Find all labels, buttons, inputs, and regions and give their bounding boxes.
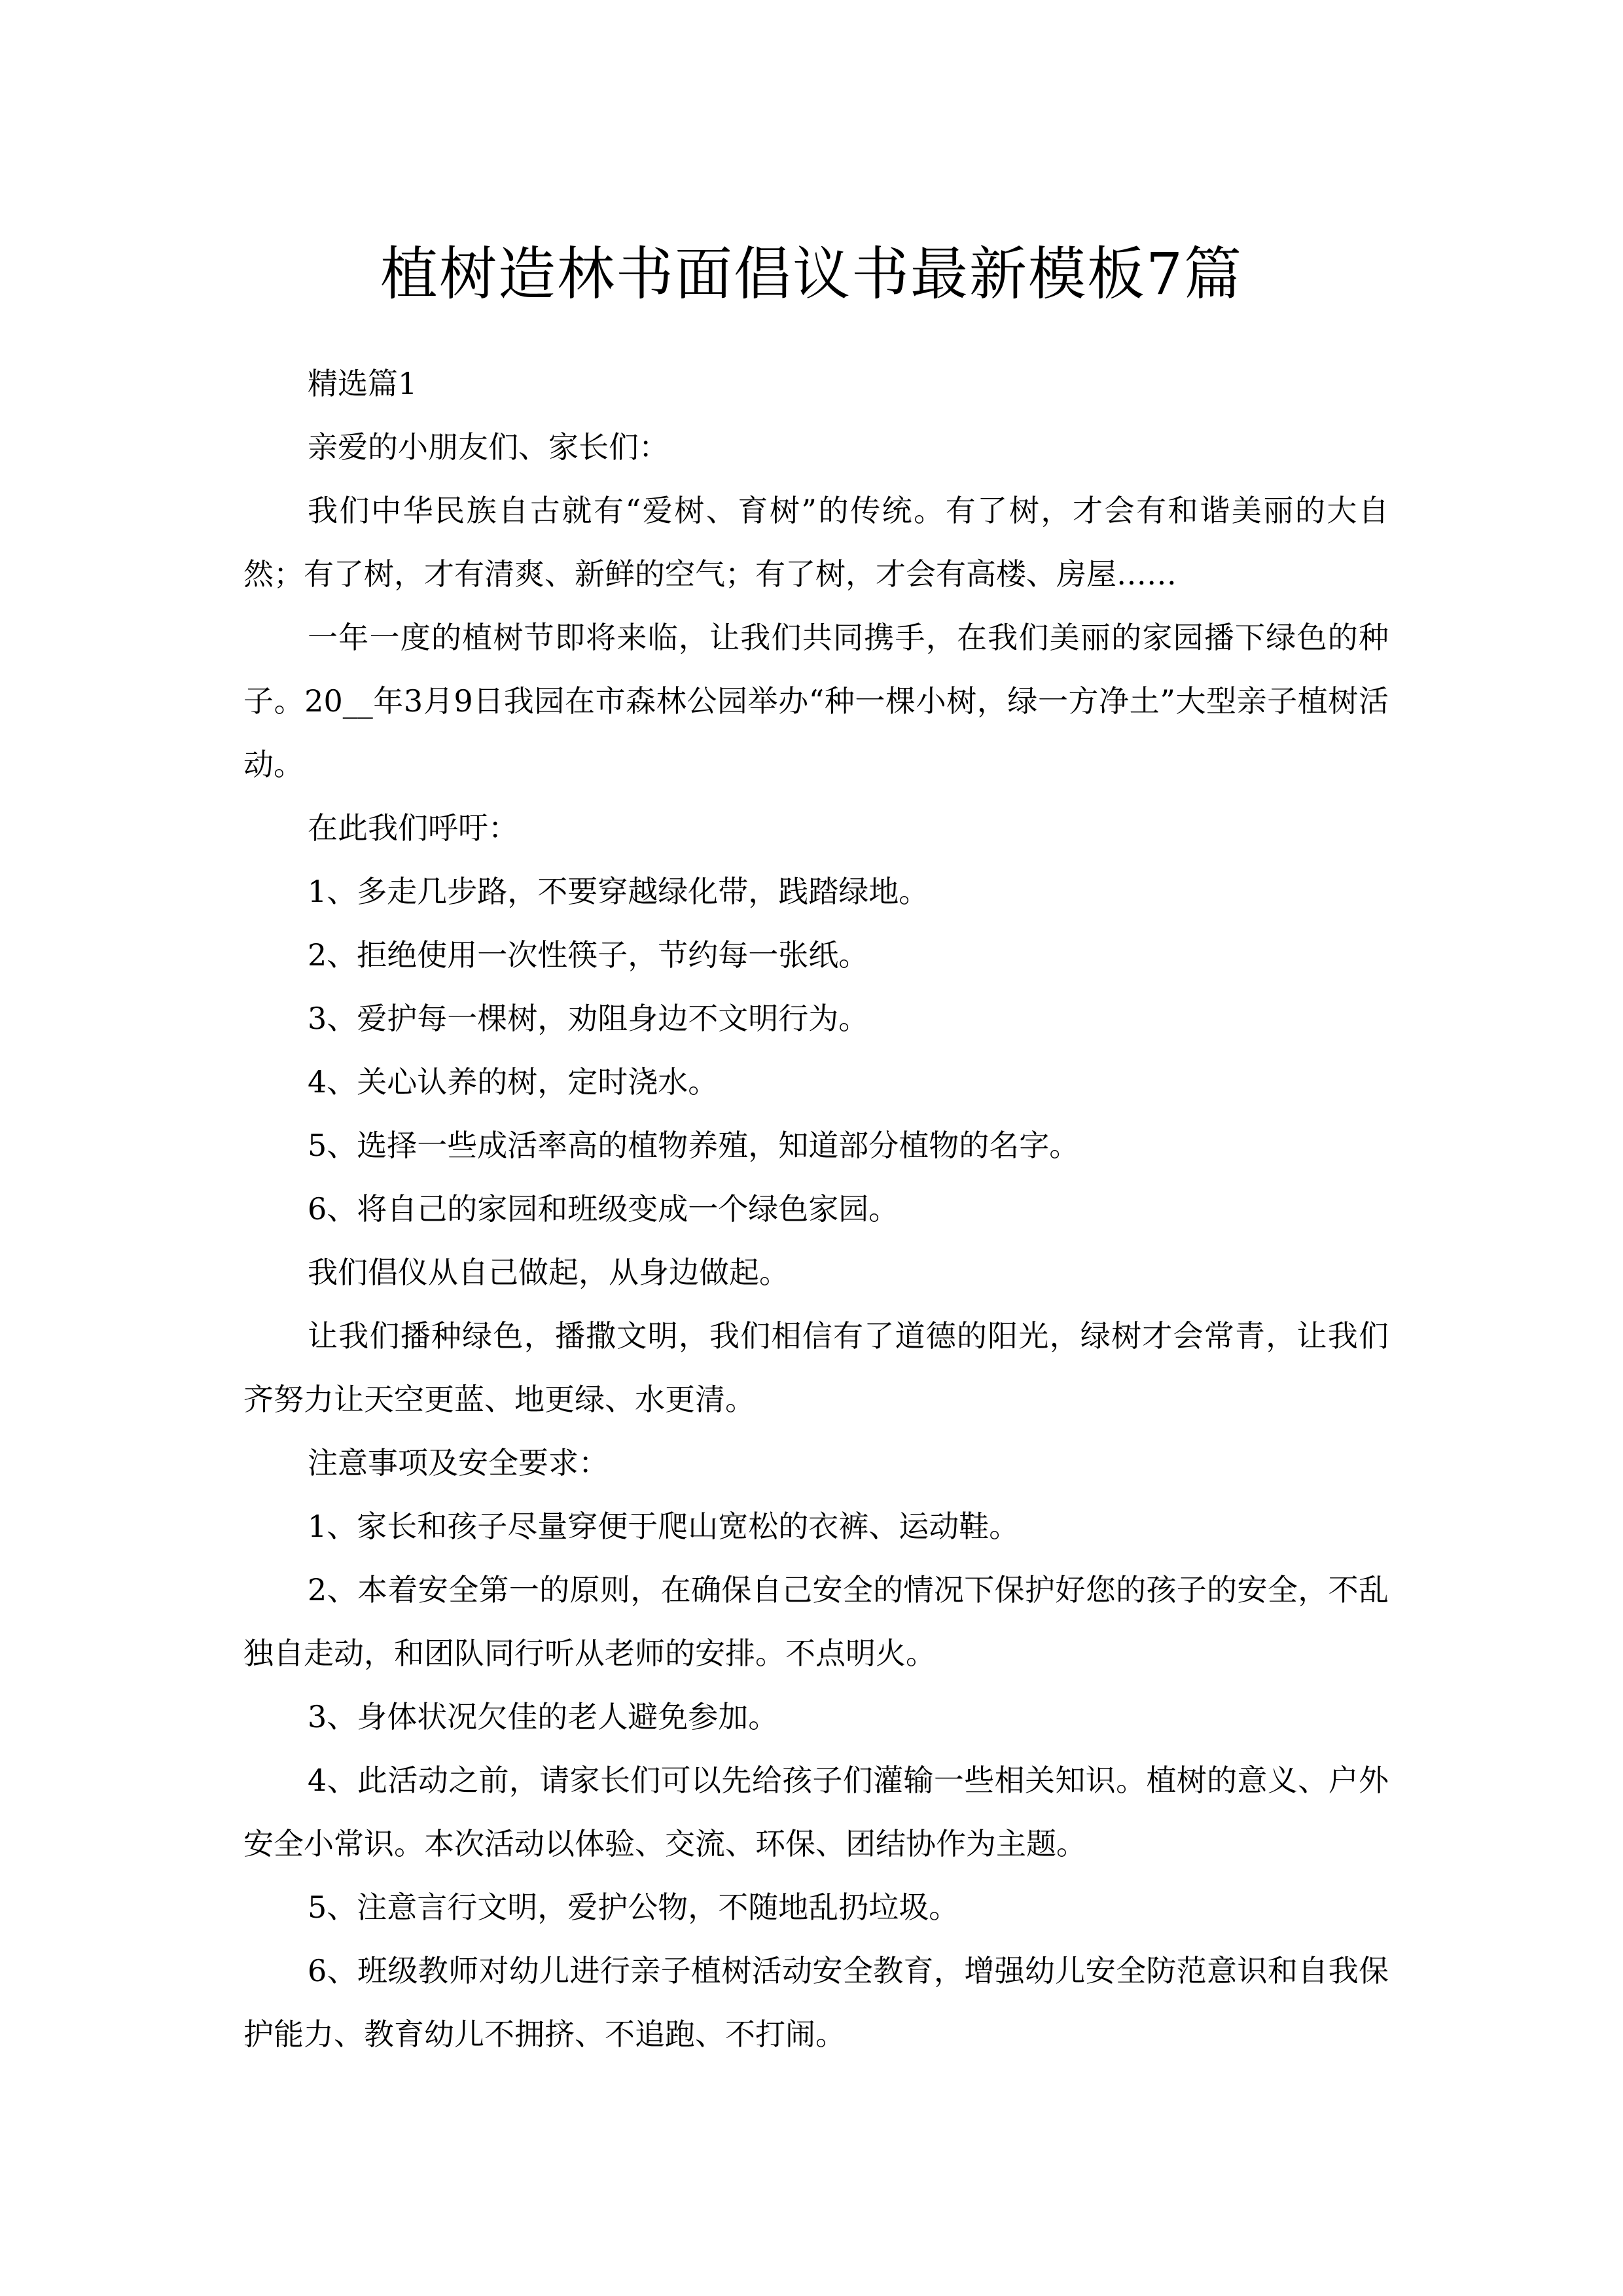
appeal-item: 2、拒绝使用一次性筷子，节约每一张纸。 [308,937,869,973]
appeal-item: 6、将自己的家园和班级变成一个绿色家园。 [308,1191,899,1227]
appeal-item: 1、多走几步路，不要穿越绿化带，践踏绿地。 [308,874,929,909]
closing-paragraph: 让我们播种绿色，播撒文明，我们相信有了道德的阳光，绿树才会常青，让我们齐努力让天空更蓝、地更绿、水更清。 [243,1318,1389,1417]
safety-item: 2、本着安全第一的原则，在确保自己安全的情况下保护好您的孩子的安全，不乱独自走动，和团队同行听从老师的安排。不点明火。 [243,1572,1389,1671]
greeting: 亲爱的小朋友们、家长们： [308,429,669,465]
document-title: 植树造林书面倡议书最新模板7篇 [380,240,1243,308]
safety-item: 3、身体状况欠佳的老人避免参加。 [308,1699,779,1734]
paragraph: 一年一度的植树节即将来临，让我们共同携手，在我们美丽的家园播下绿色的种子。20__年3月9日我园在市森林公园举办“种一棵小树，绿一方净土”大型亲子植树活动。 [243,620,1389,782]
paragraph: 我们中华民族自古就有“爱树、育树”的传统。有了树，才会有和谐美丽的大自然；有了树，才有清爽、新鲜的空气；有了树，才会有高楼、房屋…… [243,493,1389,592]
section-heading: 精选篇1 [308,366,418,401]
safety-item: 6、班级教师对幼儿进行亲子植树活动安全教育，增强幼儿安全防范意识和自我保护能力、教育幼儿不拥挤、不追跑、不打闹。 [243,1953,1389,2052]
safety-item: 5、注意言行文明，爱护公物，不随地乱扔垃圾。 [308,1890,959,1925]
document-body [243,352,1389,2066]
paragraph: 在此我们呼吁： [308,810,518,846]
safety-item: 4、此活动之前，请家长们可以先给孩子们灌输一些相关知识。植树的意义、户外安全小常识。本次活动以体验、交流、环保、团结协作为主题。 [243,1763,1389,1861]
appeal-item: 3、爱护每一棵树，劝阻身边不文明行为。 [308,1001,869,1036]
safety-heading: 注意事项及安全要求： [308,1445,609,1480]
appeal-item: 5、选择一些成活率高的植物养殖，知道部分植物的名字。 [308,1128,1080,1163]
appeal-item: 4、关心认养的树，定时浇水。 [308,1064,719,1100]
safety-item: 1、家长和孩子尽量穿便于爬山宽松的衣裤、运动鞋。 [308,1509,1020,1544]
closing-paragraph: 我们倡仪从自己做起，从身边做起。 [308,1255,789,1290]
